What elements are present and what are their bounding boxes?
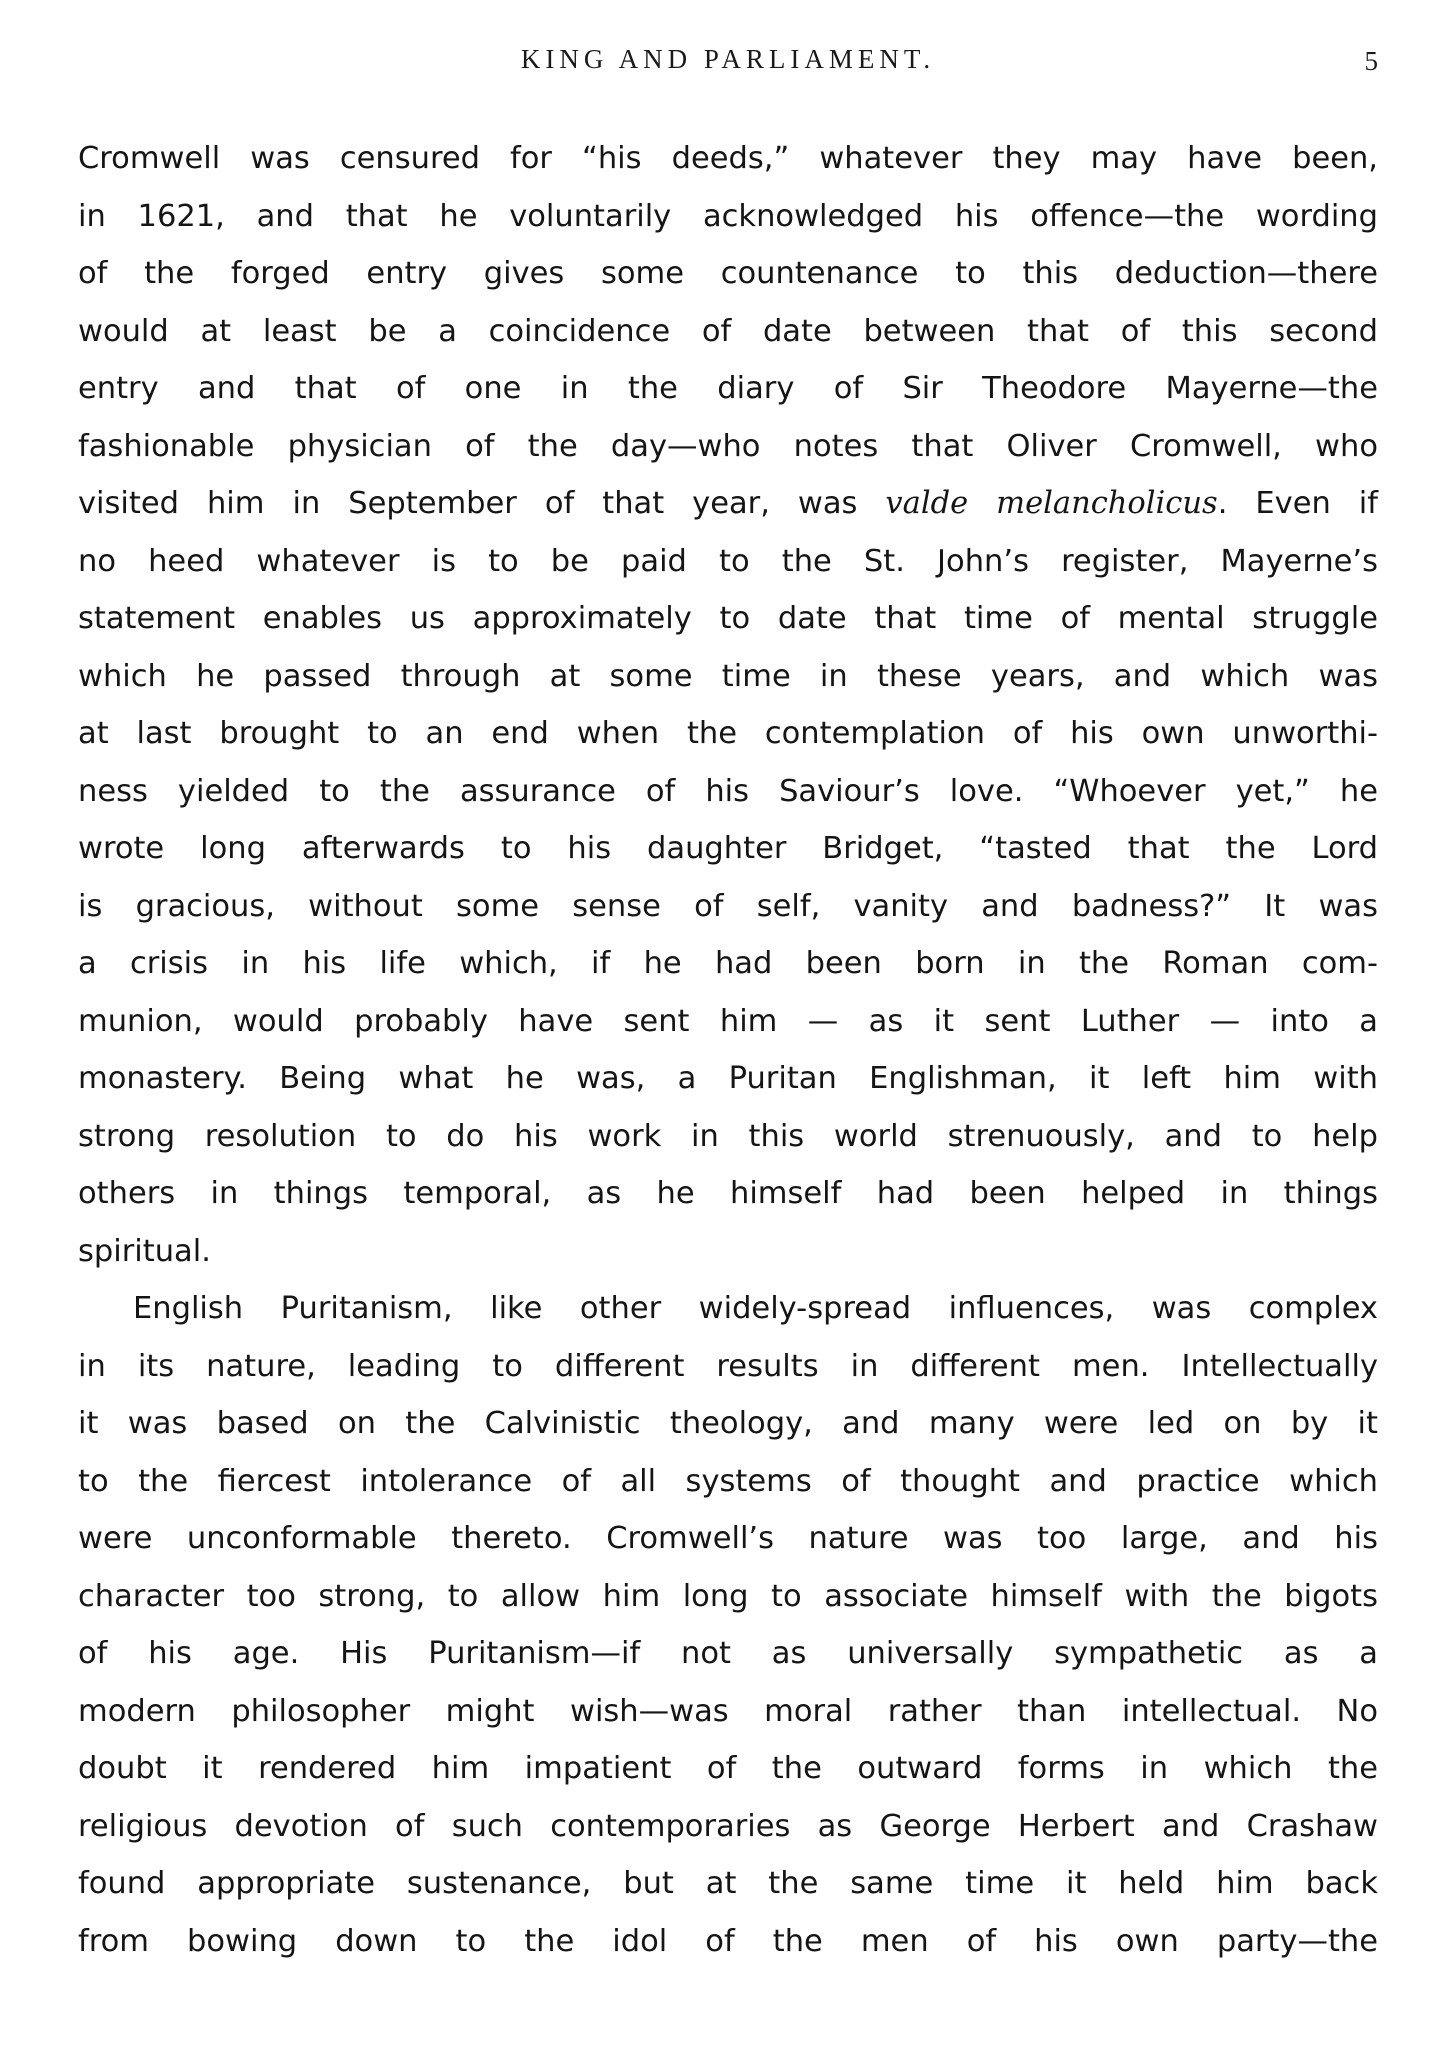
text-line: wrote long afterwards to his daughter Bridget, “tasted that the Lord	[78, 831, 1378, 866]
paragraph-1	[78, 130, 1378, 1280]
text-line: doubt it rendered him impatient of the outward forms in which the	[78, 1751, 1378, 1786]
text-line: character too strong, to allow him long to associate himself with the bigots	[78, 1578, 1378, 1614]
text-line: would at least be a coincidence of date between that of this second	[78, 313, 1378, 349]
body-text	[78, 130, 1378, 1970]
text-line: modern philosopher might wish—was moral rather than intellectual. No	[78, 1693, 1378, 1729]
paragraph-2	[78, 1280, 1378, 1970]
text-line: entry and that of one in the diary of Sir Theodore Mayerne—the	[78, 371, 1378, 406]
text-line: Cromwell was censured for “his deeds,” whatever they may have been,	[78, 141, 1378, 176]
text-line: a crisis in his life which, if he had been born in the Roman com-	[78, 946, 1378, 981]
text-line-with-italic: visited him in September of that year, was valde melancholicus. Even if	[78, 486, 1378, 521]
text-line: of his age. His Puritanism—if not as universally sympathetic as a	[78, 1636, 1378, 1671]
text-line: from bowing down to the idol of the men of his own party—the	[78, 1923, 1378, 1959]
text-line: monastery. Being what he was, a Puritan Englishman, it left him with	[78, 1061, 1378, 1096]
italic-phrase: valde melancholicus	[885, 486, 1218, 521]
text-line: in its nature, leading to different results in different men. Intellectually	[78, 1348, 1378, 1384]
text-line: of the forged entry gives some countenance to this deduction—there	[78, 256, 1378, 291]
text-line: fashionable physician of the day—who notes that Oliver Cromwell, who	[78, 428, 1378, 464]
text-line: it was based on the Calvinistic theology, and many were led on by it	[78, 1406, 1378, 1441]
text-line: were unconformable thereto. Cromwell’s nature was too large, and his	[78, 1521, 1378, 1556]
text-line: in 1621, and that he voluntarily acknowledged his offence—the wording	[78, 198, 1378, 234]
text-line: ness yielded to the assurance of his Saviour’s love. “Whoever yet,” he	[78, 773, 1378, 809]
running-head: KING AND PARLIAMENT.	[520, 44, 936, 74]
text-line: statement enables us approximately to date that time of mental struggle	[78, 601, 1378, 636]
text-line: spiritual.	[78, 1233, 211, 1269]
text-line: which he passed through at some time in these years, and which was	[78, 658, 1378, 694]
text-line: religious devotion of such contemporaries as George Herbert and Crashaw	[78, 1808, 1378, 1844]
text-line: strong resolution to do his work in this world strenuously, and to help	[78, 1118, 1378, 1154]
text-line: at last brought to an end when the contemplation of his own unworthi-	[78, 716, 1378, 751]
text-line: munion, would probably have sent him — as it sent Luther — into a	[78, 1003, 1378, 1039]
text-line: found appropriate sustenance, but at the same time it held him back	[78, 1866, 1378, 1901]
text-line: English Puritanism, like other widely-spread influences, was complex	[133, 1291, 1378, 1326]
text-line: to the fiercest intolerance of all systems of thought and practice which	[78, 1463, 1378, 1499]
page-header	[78, 44, 1378, 84]
text-line: no heed whatever is to be paid to the St. John’s register, Mayerne’s	[78, 543, 1378, 579]
page-number: 5	[1364, 46, 1378, 76]
text-line: is gracious, without some sense of self, vanity and badness?” It was	[78, 888, 1378, 924]
text-line: others in things temporal, as he himself had been helped in things	[78, 1176, 1378, 1211]
